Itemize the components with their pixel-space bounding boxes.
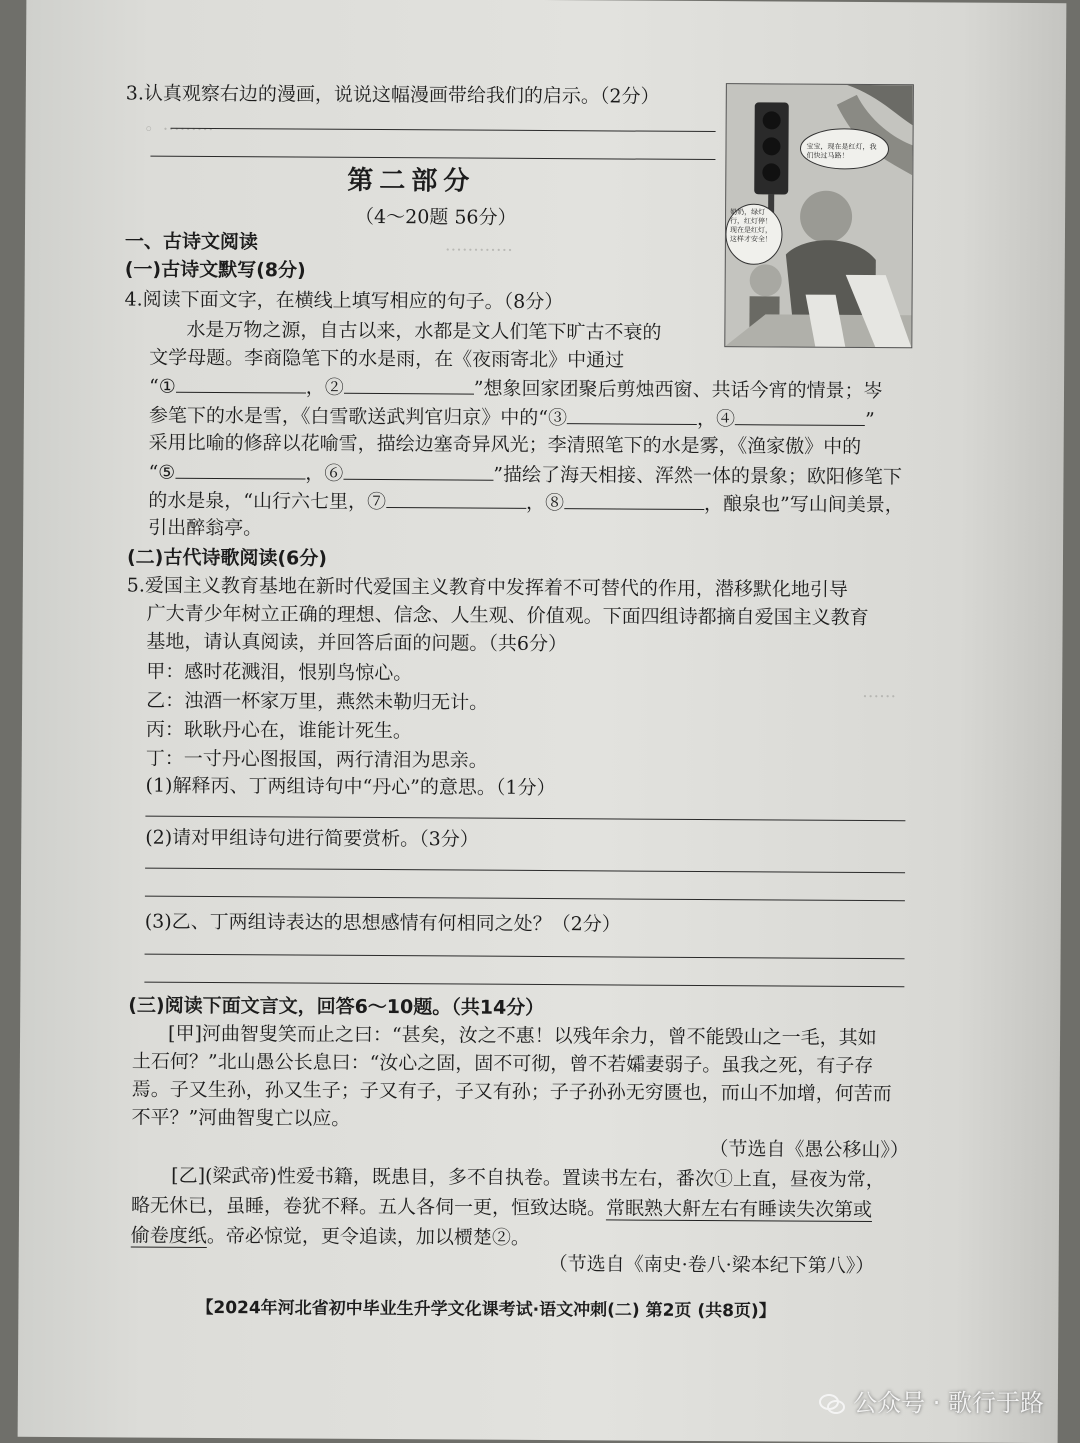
classical-text-line: 土石何？”北山愚公长息曰：“汝心之固，固不可彻，曾不若孀妻弱子。虽我之死，有子存	[132, 1050, 874, 1079]
answer-line[interactable]	[145, 954, 905, 960]
passage-text: ，酿泉也”写山间美景，	[704, 493, 904, 516]
classical-text-line	[131, 1193, 872, 1222]
passage-line: 采用比喻的修辞以花喻雪，描绘边塞奇异风光；李清照笔下的水是雾，《渔家傲》中的	[149, 431, 862, 459]
blank-label: ，②	[306, 377, 344, 399]
fill-blank-2[interactable]	[344, 375, 474, 395]
wechat-icon	[819, 1393, 845, 1415]
question-5-text: 5.爱国主义教育基地在新时代爱国主义教育中发挥着不可替代的作用，潜移默化地引导	[127, 573, 848, 601]
classical-text-line	[131, 1223, 530, 1249]
classical-text-line: [乙](梁武帝)性爱书籍，既患目，多不自执卷。置读书左右，番次①上直，昼夜为常，	[171, 1164, 885, 1192]
underlined-sentence: 偷卷度纸	[131, 1224, 207, 1247]
exam-page	[18, 0, 1067, 1443]
section-heading: 一、古诗文阅读	[125, 229, 258, 254]
fill-blank-6[interactable]	[343, 461, 493, 481]
fill-blank-4[interactable]	[735, 406, 865, 426]
question-5-text: 广大青少年树立正确的理想、信念、人生观、价值观。下面四组诗都摘自爱国主义教育	[147, 602, 869, 630]
passage-line: 水是万物之源，自古以来，水都是文人们笔下旷古不衰的	[186, 318, 661, 345]
classical-text: 。帝必惊觉，更令追读，加以槚楚②。	[207, 1225, 530, 1249]
speech-bubble-grandma: 宝宝，现在是红灯，我们快过马路！	[806, 143, 882, 161]
answer-line[interactable]	[145, 816, 905, 822]
answer-line[interactable]	[145, 896, 905, 902]
poem-yi: 乙：浊酒一杯家万里，燕然未勒归无计。	[146, 689, 488, 715]
passage-line	[149, 403, 875, 432]
source-citation: （节选自《愚公移山》）	[709, 1137, 909, 1162]
passage-text: 的水是泉，“山行六七里，⑦	[148, 490, 386, 513]
subsection-heading: (二)古代诗歌阅读(6分)	[127, 545, 327, 570]
passage-text: ”	[865, 409, 875, 431]
passage-text: 参笔下的水是雪，《白雪歌送武判官归京》中的“③	[149, 405, 567, 430]
comic-illustration	[724, 83, 914, 348]
classical-text-line: 不平？”河曲智叟亡以应。	[131, 1106, 350, 1131]
passage-line: 引出醉翁亭。	[148, 516, 262, 541]
answer-line	[171, 128, 716, 132]
blank-label: “①	[149, 376, 176, 398]
classical-text-line: [甲]河曲智叟笑而止之曰：“甚矣，汝之不惠！以残年余力，曾不能毁山之一毛，其如	[168, 1022, 877, 1050]
classical-text-line: 焉。子又生孙，孙又生子；子又有子，子又有孙；子子孙孙无穷匮也，而山不加增，何苦而	[132, 1078, 892, 1107]
bleed-through-text: ……	[862, 682, 896, 702]
sub-question-3: (3)乙、丁两组诗表达的思想感情有何相同之处？（2分）	[145, 910, 621, 937]
answer-line[interactable]	[144, 982, 904, 988]
fill-blank-7[interactable]	[386, 489, 526, 509]
question-3-text: 3.认真观察右边的漫画，说说这幅漫画带给我们的启示。（2分）	[126, 81, 660, 108]
blank-label: ，⑥	[305, 463, 343, 485]
bleed-through-text: …………	[445, 235, 513, 255]
passage-line: 文学母题。李商隐笔下的水是雨，在《夜雨寄北》中通过	[149, 346, 624, 373]
fill-blank-8[interactable]	[564, 490, 704, 510]
passage-line	[148, 460, 902, 490]
watermark	[819, 1383, 1044, 1418]
page-footer: 【2024年河北省初中毕业生升学文化课考试·语文冲刺(二) 第2页 (共8页)】	[196, 1296, 775, 1324]
sub-question-2: (2)请对甲组诗句进行简要赏析。（3分）	[145, 826, 479, 852]
fill-blank-5[interactable]	[175, 460, 305, 480]
speech-bubble-child: 奶奶，绿灯行，红灯停！现在是红灯，这样才安全！	[730, 208, 778, 244]
poem-jia: 甲：感时花溅泪，恨别鸟惊心。	[146, 660, 412, 686]
source-citation: （节选自《南史·卷八·梁本纪下第八》）	[549, 1252, 875, 1278]
question-5-text: 基地，请认真阅读，并回答后面的问题。（共6分）	[146, 630, 567, 657]
fill-blank-3[interactable]	[567, 405, 697, 425]
subsection-heading: (一)古诗文默写(8分)	[125, 257, 306, 282]
watermark-text: 公众号 · 歌行于路	[853, 1389, 1044, 1417]
passage-text: ”想象回家团聚后剪烛西窗、共话今宵的情景；岑	[474, 378, 883, 402]
blank-label: ，④	[697, 408, 735, 430]
answer-line[interactable]	[145, 868, 905, 874]
classical-text: 略无休已，虽睡，卷犹不释。五人各伺一更，恒致达晓。	[131, 1194, 606, 1219]
fill-blank-1[interactable]	[176, 374, 306, 394]
blank-label: ，⑧	[526, 492, 564, 514]
bleed-through-text: 。………	[146, 110, 214, 135]
passage-line	[148, 488, 904, 518]
subsection-heading: (三)阅读下面文言文，回答6～10题。（共14分）	[128, 993, 544, 1020]
passage-line	[149, 374, 883, 403]
passage-text: ”描绘了海天相接、浑然一体的景象；欧阳修笔下	[493, 464, 902, 488]
answer-line	[150, 156, 715, 160]
sub-question-1: (1)解释丙、丁两组诗句中“丹心”的意思。（1分）	[146, 774, 556, 801]
question-4-stem: 4.阅读下面文字，在横线上填写相应的句子。（8分）	[124, 287, 563, 314]
part-title: 第二部分	[347, 169, 475, 194]
blank-label: “⑤	[148, 462, 175, 484]
poem-ding: 丁：一寸丹心图报国，两行清泪为思亲。	[146, 747, 488, 773]
poem-bing: 丙：耿耿丹心在，谁能计死生。	[146, 718, 412, 744]
underlined-sentence: 常眠熟大鼾左右有睡读失次第或	[606, 1197, 872, 1222]
part-subtitle: （4～20题 56分）	[355, 205, 517, 230]
